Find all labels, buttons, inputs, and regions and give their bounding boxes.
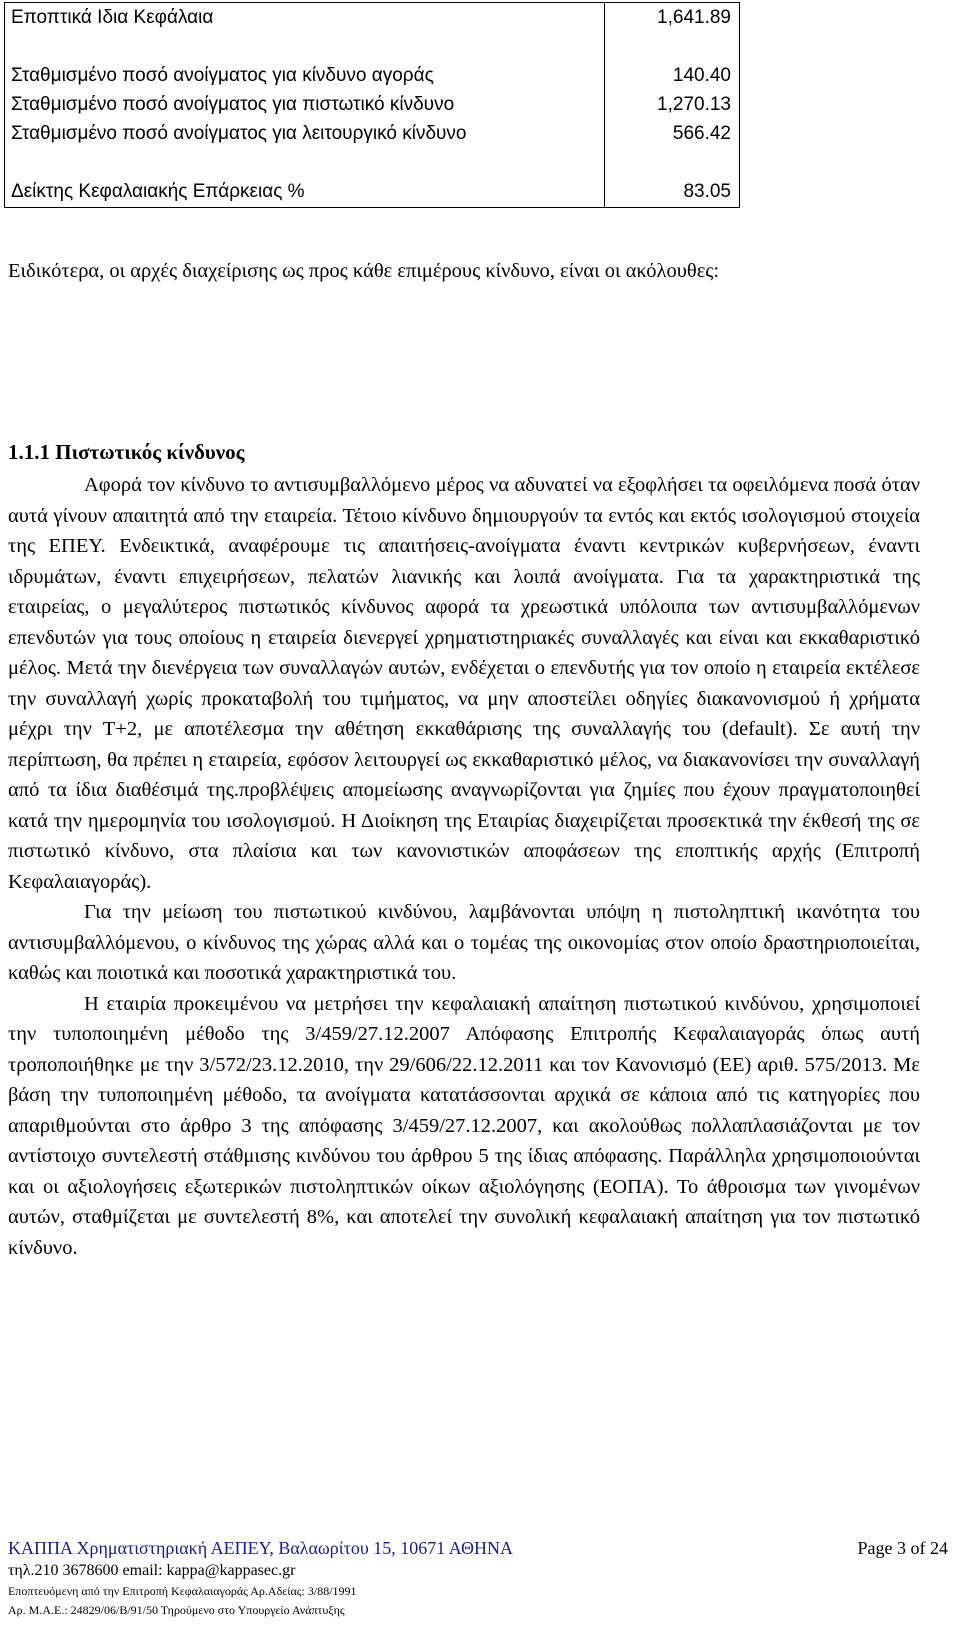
footer-company-line bbox=[8, 1538, 948, 1559]
row-value: 140.40 bbox=[605, 61, 740, 90]
paragraph-text: Η εταιρία προκειμένου να μετρήσει την κεφαλαιακή απαίτηση πιστωτικού κινδύνου, χρησιμοποιεί την τυποποιημένη μέθοδο της 3/459/27.12.2007 Απόφασης Επιτροπής Κεφαλαιαγοράς όπως αυτή τροποποιήθηκε με την 3/572/23.12.2010, την 29/606/22.12.2011 και τον Κανονισμό (ΕΕ) αριθ. 575/2013. Με βάση την τυποποιημένη μέθοδο, τα ανοίγματα κατατάσσονται αρχικά σε κάποια από τις κατηγορίες που απαριθμούνται στο άρθρο 3 της απόφασης 3/459/27.12.2007, και ακολούθως πολλαπλασιάζονται με τον αντίστοιχο συντελεστή στάθμισης κινδύνου του άρθρου 5 της ίδιας απόφασης. Παράλληλα χρησιμοποιούνται και οι αξιολογήσεις εξωτερικών πιστοληπτικών οίκων αξιολόγησης (ΕΟΠΑ). Το άθροισμα των γινομένων αυτών, σταθμίζεται με συντελεστή 8%, και αποτελεί την συνολική κεφαλαιακή απαίτηση για τον πιστωτικό κίνδυνο. bbox=[8, 992, 920, 1259]
row-label bbox=[5, 149, 605, 178]
row-label: Σταθμισμένο ποσό ανοίγματος για λειτουργικό κίνδυνο bbox=[11, 123, 467, 145]
table-row bbox=[5, 90, 740, 119]
table-row bbox=[5, 178, 740, 208]
row-label: Δείκτης Κεφαλαιακής Επάρκειας % bbox=[11, 181, 305, 203]
row-value: 1,641.89 bbox=[605, 3, 740, 33]
row-label bbox=[5, 32, 605, 61]
page-number: Page 3 of 24 bbox=[857, 1538, 948, 1558]
row-value bbox=[605, 149, 740, 178]
footer-registry: Αρ. Μ.Α.Ε.: 24829/06/Β/91/50 Τηρούμενο στο Υπουργείο Ανάπτυξης bbox=[8, 1603, 345, 1617]
paragraph-text: Αφορά τον κίνδυνο το αντισυμβαλλόμενο μέρος να αδυνατεί να εξοφλήσει τα οφειλόμενα ποσά όταν αυτά γίνουν απαιτητά από την εταιρεία. Τέτοιο κίνδυνο δημιουργούν τα εντός και εκτός ισολογισμού στοιχεία της ΕΠΕΥ. Ενδεικτικά, αναφέρουμε τις απαιτήσεις-ανοίγματα έναντι κεντρικών κυβερνήσεων, έναντι ιδρυμάτων, έναντι επιχειρήσεων, πελατών λιανικής και λοιπά ανοίγματα. Για τα χαρακτηριστικά της εταιρείας, ο μεγαλύτερος πιστωτικός κίνδυνος αφορά τα χρεωστικά υπόλοιπα των αντισυμβαλλόμενων επενδυτών για τους οποίους η εταιρεία διενεργεί χρηματιστηριακές συναλλαγές και είναι και εκκαθαριστικό μέλος. Μετά την διενέργεια των συναλλαγών αυτών, ενδέχεται ο επενδυτής για τον οποίο η εταιρεία εκτέλεσε την συναλλαγή χωρίς προκαταβολή του τιμήματος, να μην αποστείλει οδηγίες διακανονισμού ή χρήματα μέχρι την Τ+2, με αποτέλεσμα την αθέτηση εκκαθάρισης της συναλλαγής του (default). Σε αυτή την περίπτωση, θα πρέπει η εταιρεία, εφόσον λειτουργεί ως εκκαθαριστικό μέλος, να διακανονίσει την συναλλαγή από τα ίδια διαθέσιμά της.προβλέψεις απομείωσης αναγνωρίζονται για ζημίες που έχουν πραγματοποιηθεί κατά την ημερομηνία του ισολογισμού. Η Διοίκηση της Εταιρίας διαχειρίζεται προσεκτικά την έκθεσή της σε πιστωτικό κίνδυνο, στα πλαίσια και των κανονιστικών αποφάσεων της εποπτικής αρχής (Επιτροπή Κεφαλαιαγοράς). bbox=[8, 474, 920, 893]
row-label: Σταθμισμένο ποσό ανοίγματος για κίνδυνο αγοράς bbox=[11, 64, 434, 86]
paragraph-text: Για την μείωση του πιστωτικού κινδύνου, λαμβάνονται υπόψη η πιστοληπτική ικανότητα του αντισυμβαλλόμενου, ο κίνδυνος της χώρας αλλά και ο τομέας της οικονομίας στον οποίο δραστηριοποιείται, καθώς και ποιοτικά και ποσοτικά χαρακτηριστικά του. bbox=[8, 901, 920, 984]
section-heading: 1.1.1 Πιστωτικός κίνδυνος bbox=[8, 440, 245, 464]
section-body bbox=[8, 470, 920, 1263]
row-value: 1,270.13 bbox=[605, 90, 740, 119]
table-row bbox=[5, 3, 740, 33]
row-value: 83.05 bbox=[605, 178, 740, 208]
table-row bbox=[5, 149, 740, 178]
row-label: Σταθμισμένο ποσό ανοίγματος για πιστωτικό κίνδυνο bbox=[11, 93, 455, 115]
table-row bbox=[5, 61, 740, 90]
paragraph bbox=[8, 897, 920, 989]
footer-contact: τηλ.210 3678600 email: kappa@kappasec.gr bbox=[8, 1562, 296, 1579]
intro-paragraph: Ειδικότερα, οι αρχές διαχείρισης ως προς κάθε επιμέρους κίνδυνο, είναι οι ακόλουθες: bbox=[8, 260, 720, 282]
row-value: 566.42 bbox=[605, 120, 740, 149]
footer-company: ΚΑΠΠΑ Χρηματιστηριακή ΑΕΠΕΥ, Βαλαωρίτου 15, 10671 ΑΘΗΝΑ bbox=[8, 1538, 514, 1558]
row-value bbox=[605, 32, 740, 61]
footer-license: Εποπτευόμενη από την Επιτροπή Κεφαλαιαγοράς Αρ.Αδείας: 3/88/1991 bbox=[8, 1584, 357, 1598]
table-row bbox=[5, 120, 740, 149]
table-row bbox=[5, 32, 740, 61]
row-label: Εποπτικά Ιδια Κεφάλαια bbox=[11, 6, 214, 28]
paragraph bbox=[8, 470, 920, 897]
paragraph bbox=[8, 989, 920, 1264]
capital-adequacy-table bbox=[4, 2, 740, 208]
